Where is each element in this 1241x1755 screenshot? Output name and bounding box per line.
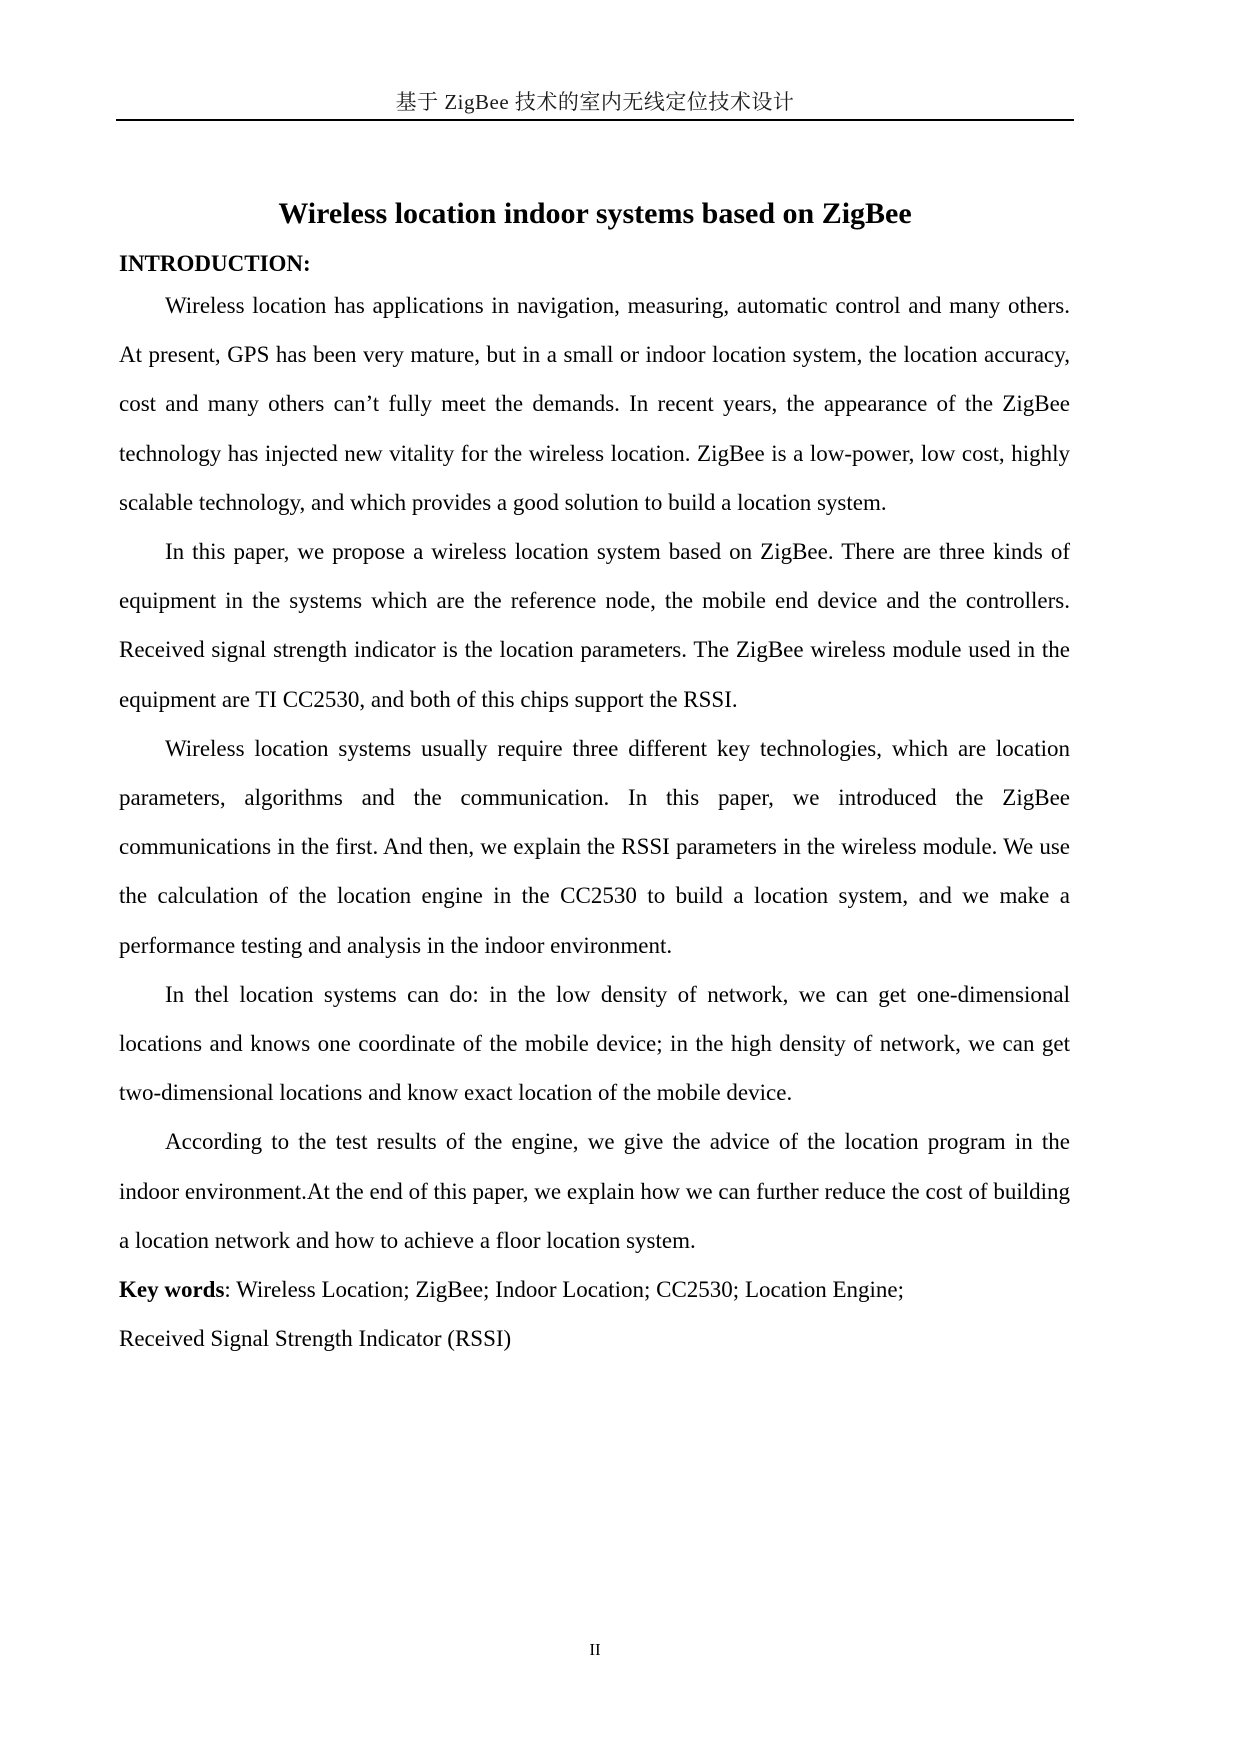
header-divider	[116, 119, 1074, 121]
document-body	[119, 247, 1070, 1363]
keywords-line-2: Received Signal Strength Indicator (RSSI)	[119, 1326, 512, 1352]
paragraph-3: Wireless location systems usually require three different key technologies, which are location parameters, algorithms and the communication. In this paper, we introduced the ZigBee communications in the first. And then, we explain the RSSI parameters in the wireless module. We use the calculation of the location engine in the CC2530 to build a location system, and we make a performance testing and analysis in the indoor environment.	[119, 735, 1070, 958]
page-number: II	[589, 1640, 601, 1659]
section-heading: INTRODUCTION:	[119, 251, 311, 276]
paragraph-5: According to the test results of the engine, we give the advice of the location program in the indoor environment.At the end of this paper, we explain how we can further reduce the cost of building a location network and how to achieve a floor location system.	[119, 1129, 1070, 1253]
document-title: Wireless location indoor systems based on ZigBee	[278, 197, 912, 230]
paragraph-2: In this paper, we propose a wireless location system based on ZigBee. There are three kinds of equipment in the systems which are the reference node, the mobile end device and the controllers. Received signal strength indicator is the location parameters. The ZigBee wireless module used in the equipment are TI CC2530, and both of this chips support the RSSI.	[119, 539, 1070, 712]
keywords-list: : Wireless Location; ZigBee; Indoor Location; CC2530; Location Engine;	[224, 1277, 904, 1303]
running-header: 基于 ZigBee 技术的室内无线定位技术设计	[395, 90, 795, 114]
keywords-label: Key words	[119, 1277, 225, 1303]
paragraph-1: Wireless location has applications in navigation, measuring, automatic control and many others. At present, GPS has been very mature, but in a small or indoor location system, the location accuracy, cost and many others can’t fully meet the demands. In recent years, the appearance of the ZigBee technology has injected new vitality for the wireless location. ZigBee is a low-power, low cost, highly scalable technology, and which provides a good solution to build a location system.	[119, 293, 1070, 515]
keywords-line	[119, 1265, 1070, 1314]
paragraph-4: In thel location systems can do: in the low density of network, we can get one-dimensional locations and knows one coordinate of the mobile device; in the high density of network, we can get two-dimensional locations and know exact location of the mobile device.	[119, 981, 1070, 1106]
